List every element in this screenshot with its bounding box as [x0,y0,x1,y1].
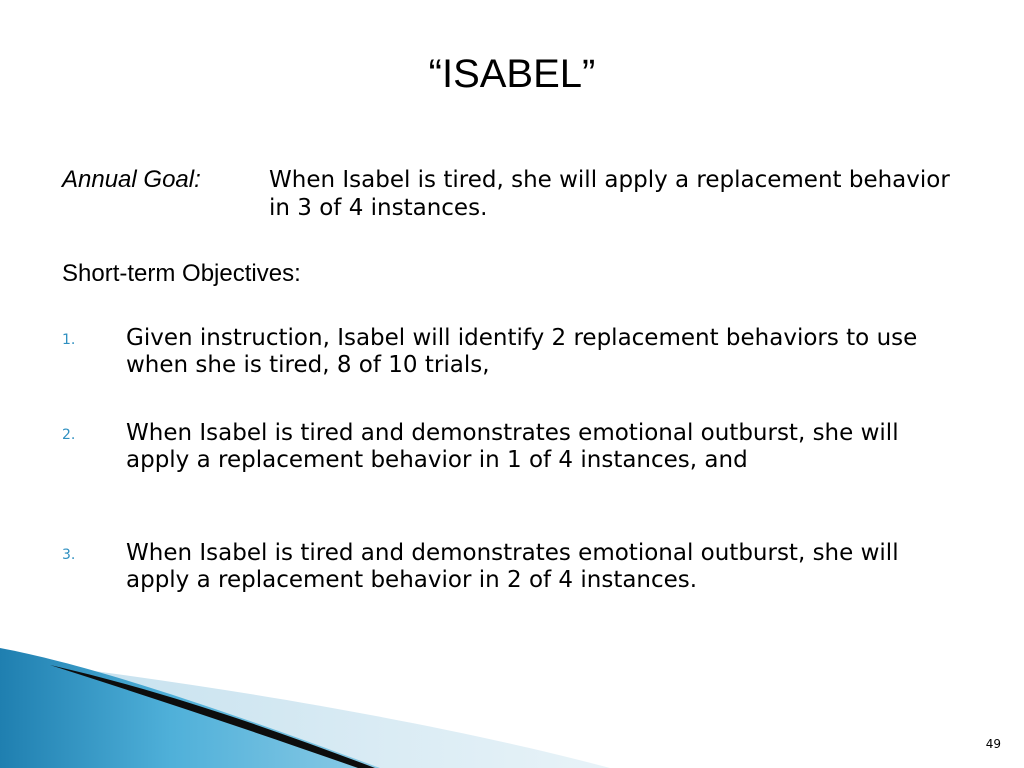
swoosh-blue-band [0,648,380,768]
objective-text: When Isabel is tired and demonstrates emotional outburst, she will apply a replacement behavior in 1 of 4 instances, and [126,420,899,473]
objective-text: Given instruction, Isabel will identify 2 replacement behaviors to use when she is tired, 8 of 10 trials, [126,325,918,378]
objective-text: When Isabel is tired and demonstrates emotional outburst, she will apply a replacement behavior in 2 of 4 instances. [126,540,899,593]
objective-number: 1. [62,332,76,348]
objective-item [62,420,962,540]
objectives-list [62,325,962,593]
annual-goal-text: When Isabel is tired, she will apply a replacement behavior in 3 of 4 instances. [269,167,950,221]
objectives-heading-colon: : [294,260,301,287]
objectives-heading-text: Short-term Objectives [62,260,295,287]
swoosh-dark-stripe [50,665,375,768]
objective-number: 3. [62,547,76,563]
objectives-heading [62,259,301,289]
annual-goal-label: Annual Goal: [62,166,201,193]
slide-title: “ISABEL” [428,52,596,96]
objective-number: 2. [62,427,76,443]
page-number: 49 [985,737,1001,751]
objective-item [62,325,962,420]
swoosh-light-band [40,664,610,768]
